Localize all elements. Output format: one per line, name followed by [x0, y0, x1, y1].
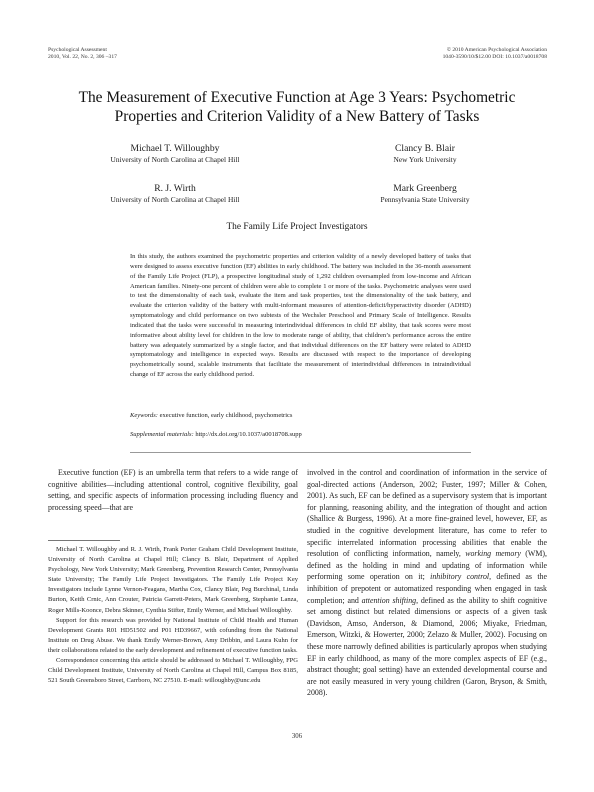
- intro-right-column: [307, 467, 547, 699]
- journal-volume: 2010, Vol. 22, No. 2, 306 –317: [48, 54, 117, 61]
- keywords: [130, 411, 471, 420]
- article-title-line-2: Properties and Criterion Validity of a New Battery of Tasks: [114, 108, 480, 125]
- keywords-text: executive function, early childhood, psychometrics: [157, 412, 293, 419]
- author-affiliation: Pennsylvania State University: [380, 195, 470, 204]
- article-title-line-1: The Measurement of Executive Function at Age 3 Years: Psychometric: [78, 89, 516, 106]
- supplemental-link[interactable]: http://dx.doi.org/10.1037/a0018708.supp: [193, 431, 302, 438]
- author-note-support: Support for this research was provided by National Institute of Child Health and Human Development Grants R01 HD51502 and P01 HD39667, with cofunding from the National Institute on Drug Abuse. We thank Emily Werner-Brown, Amy Dribbin, and Laura Kuhn for their collaborations related to the early development and refinement of executive function tasks.: [48, 616, 298, 654]
- term-inhibitory-control: inhibitory control: [430, 572, 490, 582]
- author-name: Michael T. Willoughby: [130, 143, 220, 154]
- author-affiliation: University of North Carolina at Chapel Hill: [110, 155, 240, 164]
- author-block: [310, 143, 540, 165]
- running-header-left: [48, 47, 117, 62]
- author-block: [310, 183, 540, 205]
- intro-continuation: [307, 467, 547, 699]
- author-block: [60, 143, 290, 165]
- author-affiliation: University of North Carolina at Chapel Hill: [110, 195, 240, 204]
- text-run: , defined as the inhibition of prepotent or automatized responding when engaged in task completion; and: [307, 572, 547, 605]
- term-attention-shifting: attention shifting: [361, 595, 417, 605]
- abstract: In this study, the authors examined the psychometric properties and criterion validity of a newly developed battery of tasks that were designed to assess executive function (EF) abilities in early childhood. The battery was included in the 36-month assessment of the Family Life Project (FLP), a prospective longitudinal study of 1,292 children oversampled from low-income and African American families. Ninety-one percent of children were able to complete 1 or more of the tasks. Psychometric analyses were used to test the dimensionality of each task, evaluate the item and task properties, test the dimensionality of the task battery, and evaluate the criterion validity of the battery with multi-informant measures of attention-deficit/hyperactivity disorder (ADHD) symptomatology and child performance on two subtests of the Wechsler Preschool and Primary Scale of Intelligence. Results indicated that the tasks were successful in measuring interindividual differences in child EF ability, that task scores were most informative about ability level for children in the low to moderate range of ability, that children’s performance across the entire battery was adequately summarized by a single factor, and that individual differences on the EF battery were related to ADHD symptomatology and intelligence in expected ways. Results are discussed with respect to the importance of developing psychometrically sound, scalable instruments that facilitate the measurement of interindividual differences in intraindividual change of EF across the early childhood period.: [130, 253, 471, 379]
- text-run: , defined as the ability to shift cognitive set among distinct but related dimensions or aspects of a given task (Davidson, Amso, Anderson, & Diamond, 2006; Miyake, Friedman, Emerson, Witzki, & Howerter, 2000; Zelazo & Muller, 2002). Focusing on these more narrowly defined abilities is particularly apropos when studying EF in early childhood, as many of the more complex aspects of EF (e.g., abstract thought; goal setting) have an extended developmental course and are not easily measured in very young children (Garon, Bryson, & Smith, 2008).: [307, 595, 548, 698]
- author-affiliation: New York University: [393, 155, 457, 164]
- keywords-label: Keywords:: [130, 412, 158, 419]
- group-author: The Family Life Project Investigators: [226, 222, 368, 232]
- author-name: Mark Greenberg: [393, 183, 457, 194]
- page-number: 306: [291, 733, 303, 740]
- author-note-affiliations: Michael T. Willoughby and R. J. Wirth, Frank Porter Graham Child Development Institute, University of North Carolina at Chapel Hill; Clancy B. Blair, Department of Applied Psychology, New York University; Mark Greenberg, Prevention Research Center, Pennsylvania State University; The Family Life Project Investigators. The Family Life Project Key Investigators include Lynne Vernon-Feagans, Martha Cox, Clancy Blair, Peg Burchinal, Linda Burton, Keith Crnic, Ann Crouter, Patricia Garrett-Peters, Mark Greenberg, Stephanie Lanza, Roger Mills-Koonce, Debra Skinner, Cynthia Stifter, Emily Werner, and Michael Willoughby.: [48, 546, 298, 614]
- intro-paragraph: Executive function (EF) is an umbrella term that refers to a wide range of cognitive abilities—including attentional control, cognitive flexibility, goal setting, and specific aspects of information processing including fluency and processing speed—that are: [48, 468, 298, 512]
- footnote-divider: [48, 540, 120, 541]
- supplemental-materials: [130, 430, 471, 439]
- abstract-divider: [130, 452, 471, 453]
- author-block: [60, 183, 290, 205]
- text-run: involved in the control and coordination of information in the service of goal-directed actions (Anderson, 2002; Fuster, 1997; Miller & Cohen, 2001). As such, EF can be defined as a supervisory system that is important for planning, reasoning ability, and the integration of thought and action (Shallice & Burgess, 1996). At a more fine-grained level, however, EF, as studied in the cognitive development literature, has come to refer to specific interrelated information processing abilities that enable the resolution of conflicting information, namely,: [307, 468, 547, 559]
- running-header-right: [443, 47, 547, 62]
- intro-left-column: [48, 467, 298, 513]
- text-run: (WM), defined as the holding in mind and updating of information while performing some operation on it;: [307, 549, 547, 582]
- copyright-line: © 2010 American Psychological Association: [446, 47, 547, 53]
- supplemental-label: Supplemental materials:: [130, 431, 194, 438]
- article-title: [40, 88, 554, 126]
- author-note-correspondence: Correspondence concerning this article should be addressed to Michael T. Willoughby, FPG Child Development Institute, University of North Carolina at Chapel Hill, Campus Box 8185, 521 South Greensboro Street, Carrboro, NC 27510. E-mail: willoughby@unc.edu: [48, 657, 298, 685]
- author-note: [48, 545, 298, 686]
- doi-line: 1040-3590/10/$12.00 DOI: 10.1037/a0018708: [442, 54, 547, 61]
- term-working-memory: working memory: [465, 549, 521, 559]
- author-name: R. J. Wirth: [154, 183, 196, 194]
- author-name: Clancy B. Blair: [395, 143, 455, 154]
- journal-name: Psychological Assessment: [48, 47, 107, 53]
